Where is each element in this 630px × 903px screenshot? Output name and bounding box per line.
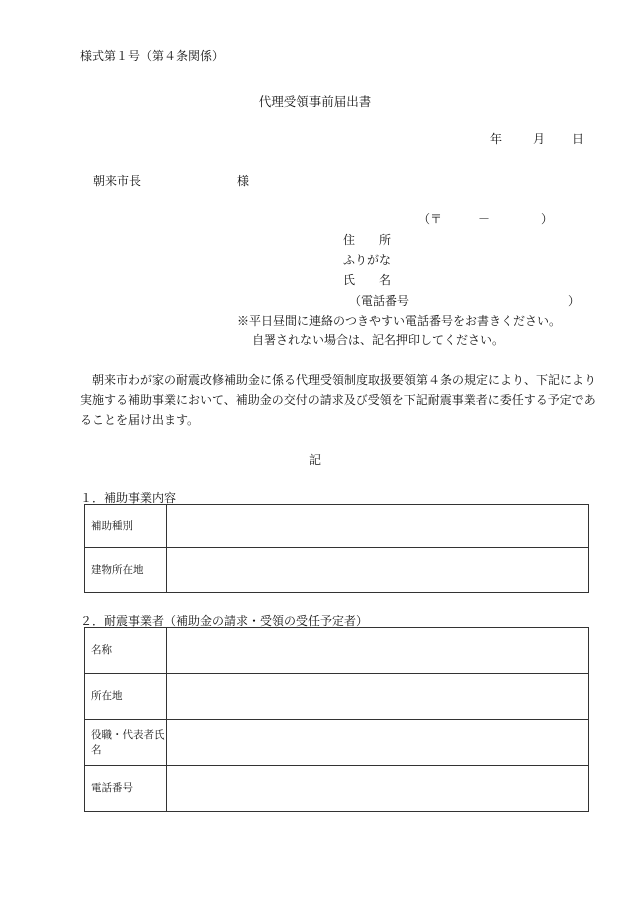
table-row (85, 548, 589, 593)
document-title: 代理受領事前届出書 (258, 94, 372, 109)
postal-code-open: （〒 (418, 212, 443, 226)
date-year-label: 年 (490, 132, 503, 146)
postal-code-close: ） (541, 212, 554, 226)
addressee-name: 朝来市長 (93, 174, 142, 188)
contractor-address-field[interactable] (167, 674, 589, 720)
contractor-name-label: 名称 (85, 628, 167, 674)
signature-note: 自署されない場合は、記名押印してください。 (252, 333, 505, 347)
table-row (85, 766, 589, 812)
date-day-label: 日 (572, 132, 585, 146)
name-label: 氏 名 (343, 273, 392, 287)
phone-close: ） (568, 294, 581, 308)
table-row (85, 720, 589, 766)
representative-label: 役職・代表者氏名 (85, 720, 167, 766)
ki-heading: 記 (308, 453, 321, 467)
section1-heading: １．補助事業内容 (80, 491, 177, 505)
building-location-field[interactable] (167, 548, 589, 593)
contractor-name-field[interactable] (167, 628, 589, 674)
table-row (85, 674, 589, 720)
date-month-label: 月 (533, 132, 546, 146)
addressee-honorific: 様 (237, 174, 250, 188)
body-paragraph: 朝来市わが家の耐震改修補助金に係る代理受領制度取扱要領第４条の規定により、下記により実施する補助事業において、補助金の交付の請求及び受領を下記耐震事業者に委任する予定であることを届け出ます。 (80, 373, 597, 427)
phone-note: ※平日昼間に連絡のつきやすい電話番号をお書きください。 (237, 314, 562, 328)
phone-label: （電話番号 (349, 294, 410, 308)
address-label: 住 所 (343, 233, 392, 247)
contractor-address-label: 所在地 (85, 674, 167, 720)
postal-code-dash: － (478, 212, 491, 226)
subsidy-type-label: 補助種別 (85, 505, 167, 548)
table-row (85, 628, 589, 674)
form-number: 様式第１号（第４条関係） (80, 49, 225, 63)
building-location-label: 建物所在地 (85, 548, 167, 593)
contractor-phone-label: 電話番号 (85, 766, 167, 812)
contractor-table (84, 627, 589, 812)
section2-heading: ２．耐震事業者（補助金の請求・受領の受任予定者） (80, 614, 369, 628)
table-row (85, 505, 589, 548)
representative-field[interactable] (167, 720, 589, 766)
project-details-table (84, 504, 589, 593)
furigana-label: ふりがな (343, 253, 392, 267)
subsidy-type-field[interactable] (167, 505, 589, 548)
contractor-phone-field[interactable] (167, 766, 589, 812)
